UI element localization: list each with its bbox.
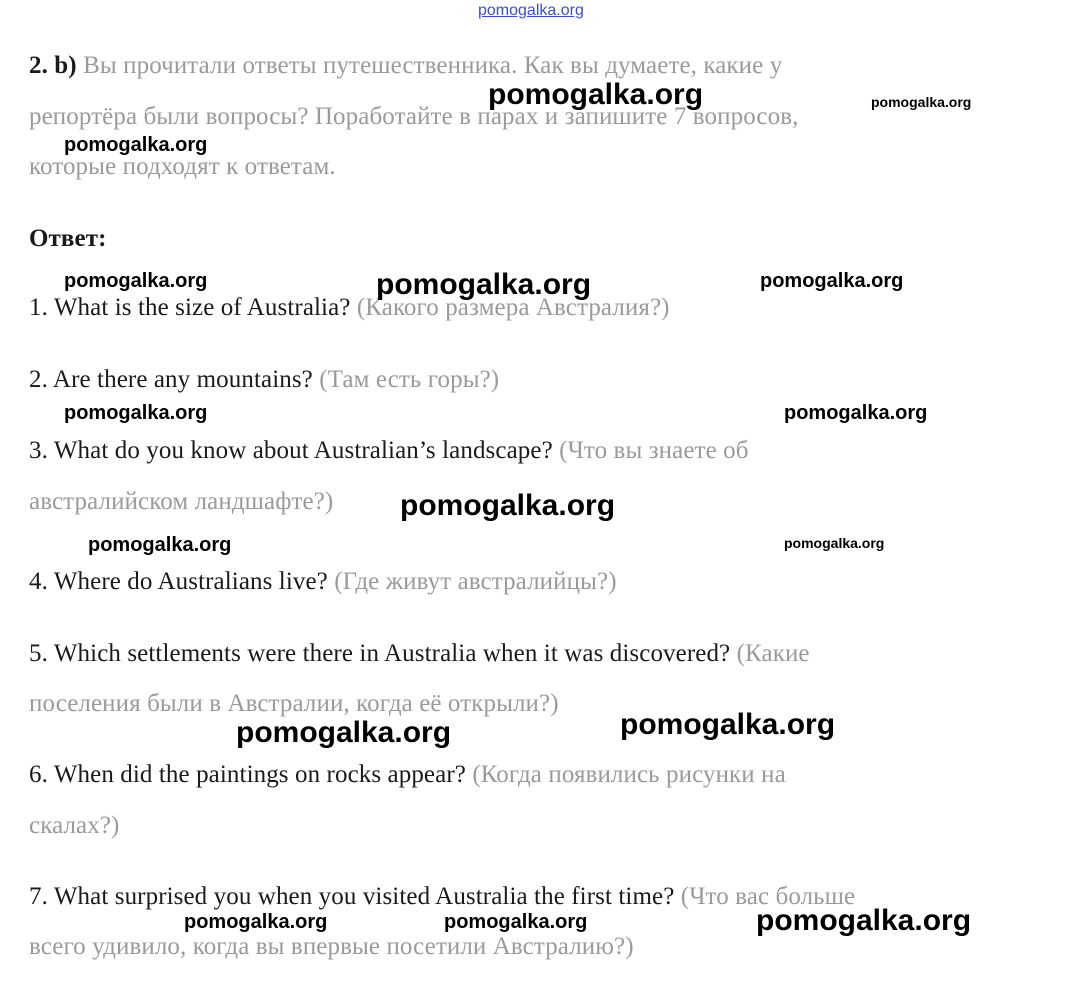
- answer-7: [29, 883, 855, 911]
- watermark: pomogalka.org: [400, 489, 616, 522]
- watermark: pomogalka.org: [184, 911, 328, 933]
- watermark: pomogalka.org: [376, 268, 592, 301]
- answer-2-en: 2. Are there any mountains?: [29, 366, 313, 393]
- answer-2: [29, 366, 499, 394]
- top-link[interactable]: pomogalka.org: [478, 2, 584, 19]
- watermark: pomogalka.org: [64, 402, 208, 424]
- watermark: pomogalka.org: [64, 270, 208, 292]
- answer-5: [29, 640, 810, 668]
- answer-3-ru-cont: австралийском ландшафте?): [29, 488, 334, 515]
- watermark: pomogalka.org: [236, 716, 452, 749]
- answer-1-en: 1. What is the size of Australia?: [29, 294, 351, 321]
- answer-4-en: 4. Where do Australians live?: [29, 568, 328, 595]
- answer-6-ru-cont: скалах?): [29, 812, 120, 839]
- watermark: pomogalka.org: [64, 134, 208, 156]
- task-line-1: [29, 52, 782, 80]
- task-text-1: Вы прочитали ответы путешественника. Как вы думаете, какие у: [83, 52, 783, 79]
- watermark: pomogalka.org: [756, 904, 972, 937]
- answer-4: [29, 568, 617, 596]
- answer-3-en: 3. What do you know about Australian’s landscape?: [29, 437, 553, 464]
- answer-7-en: 7. What surprised you when you visited Australia the first time?: [29, 883, 675, 910]
- answer-1-ru: (Какого размера Австралия?): [356, 294, 670, 321]
- watermark: pomogalka.org: [784, 402, 928, 424]
- answer-2-ru: (Там есть горы?): [319, 366, 500, 393]
- task-line-2: репортёра были вопросы? Поработайте в парах и запишите 7 вопросов,: [29, 103, 799, 130]
- answer-heading: Ответ:: [29, 225, 107, 252]
- answer-5-ru: (Какие: [736, 640, 810, 667]
- watermark: pomogalka.org: [488, 78, 704, 111]
- answer-6: [29, 761, 786, 789]
- task-line-3: которые подходят к ответам.: [29, 153, 336, 180]
- watermark: pomogalka.org: [620, 708, 836, 741]
- answer-3-ru: (Что вы знаете об: [559, 437, 749, 464]
- answer-7-ru: (Что вас больше: [680, 883, 856, 910]
- answer-6-en: 6. When did the paintings on rocks appear?: [29, 761, 466, 788]
- answer-7-ru-cont: всего удивило, когда вы впервые посетили Австралию?): [29, 933, 634, 960]
- watermark: pomogalka.org: [760, 270, 904, 292]
- answer-6-ru: (Когда появились рисунки на: [472, 761, 786, 788]
- watermark: pomogalka.org: [871, 94, 972, 110]
- answer-5-ru-cont: поселения были в Австралии, когда её открыли?): [29, 690, 559, 717]
- answer-3: [29, 437, 749, 465]
- task-number: 2. b): [29, 52, 77, 79]
- answer-5-en: 5. Which settlements were there in Australia when it was discovered?: [29, 640, 731, 667]
- watermark: pomogalka.org: [444, 911, 588, 933]
- watermark: pomogalka.org: [88, 534, 232, 556]
- watermark: pomogalka.org: [784, 535, 885, 551]
- answer-4-ru: (Где живут австралийцы?): [334, 568, 617, 595]
